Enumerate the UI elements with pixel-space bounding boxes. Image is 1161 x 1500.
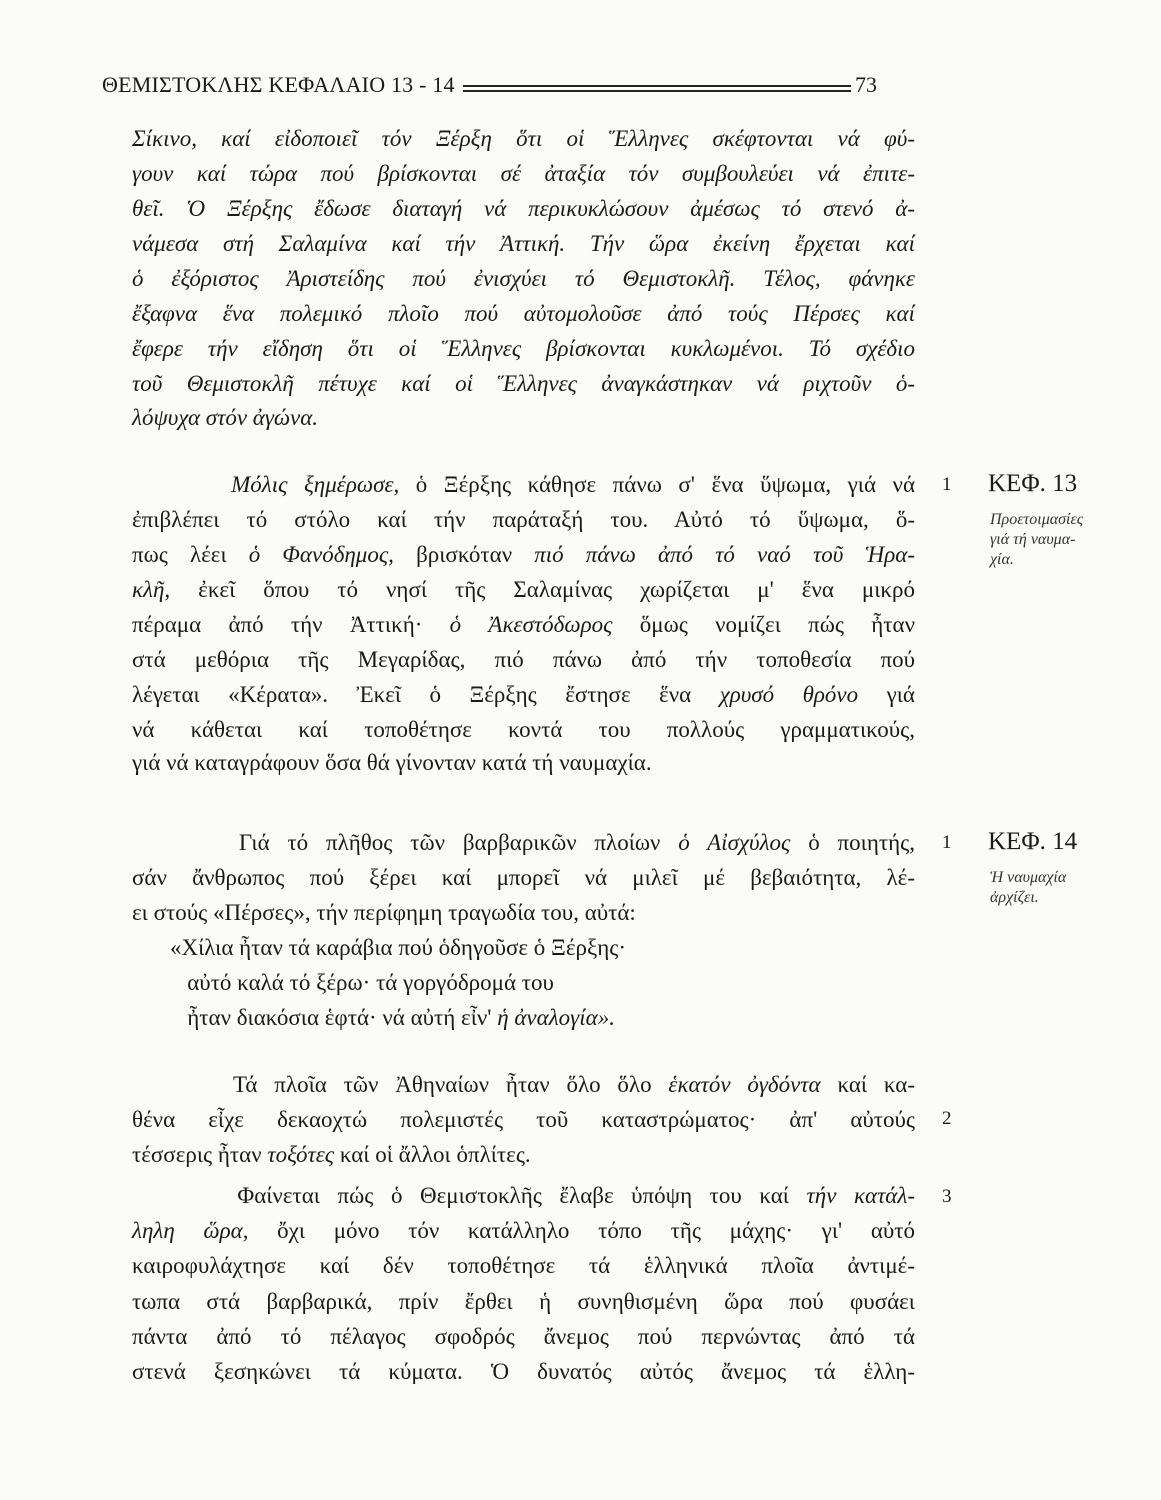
page-number: 73: [855, 72, 877, 97]
text-span: καί οἱ ἄλλοι ὁπλίτες.: [334, 1142, 531, 1167]
text-span: ει στούς «Πέρσες», τήν περίφημη τραγωδία του, αὐτά:: [132, 900, 636, 925]
text-line: [132, 1181, 915, 1211]
text-span: ἔφερε τήν εἴδηση ὅτι οἱ Ἕλληνες βρίσκονται κυκλωμένοι. Τό σχέδιο: [132, 336, 915, 361]
text-line: [132, 229, 915, 259]
text-span: αὐτό καλά τό ξέρω· τά γοργόδρομά του: [170, 970, 554, 995]
text-span: τοῦ Θεμιστοκλῆ πέτυχε καί οἱ Ἕλληνες ἀναγκάστηκαν νά ριχτοῦν ὁ-: [132, 371, 915, 396]
text-span: Τά πλοῖα τῶν Ἀθηναίων ἦταν ὅλο ὅλο: [132, 1072, 669, 1097]
margin-verse-number: 1: [942, 474, 952, 495]
text-line: [170, 1003, 615, 1033]
margin-verse-number: 3: [942, 1186, 952, 1207]
text-line: [132, 715, 915, 745]
summary-line: Προετοιμασίες: [990, 511, 1084, 528]
text-line: [132, 334, 915, 364]
text-span: ἦταν διακόσια ἑφτά· νά αὐτή εἶν': [170, 1005, 498, 1030]
emphasis-text: πιό πάνω ἀπό τό ναό τοῦ Ἡρα-: [534, 542, 916, 567]
text-span: βρισκόταν: [393, 542, 535, 567]
text-span: ὁ ποιητής,: [790, 830, 915, 855]
running-header: [102, 64, 877, 98]
chapter-summary: [990, 510, 1083, 570]
text-span: ἐκεῖ ὅπου τό νησί τῆς Σαλαμίνας χωρίζεται μ' ἕνα μικρό: [170, 577, 915, 602]
text-span: καιροφυλάχτησε καί δέν τοποθέτησε τά ἑλληνικά πλοῖα ἀντιμέ-: [132, 1253, 915, 1278]
text-line: [132, 124, 915, 154]
header-title: ΘΕΜΙΣΤΟΚΛΗΣ ΚΕΦΑΛΑΙΟ 13 - 14: [102, 72, 455, 97]
emphasis-text: κλῆ,: [132, 577, 171, 602]
text-line: [132, 680, 915, 710]
text-span: γιά: [858, 682, 915, 707]
text-span: ὅμως νομίζει πώς ἦταν: [612, 612, 915, 637]
text-span: πάντα ἀπό τό πέλαγος σφοδρός ἄνεμος πού περνώντας ἀπό τά: [132, 1324, 915, 1349]
text-span: γουν καί τώρα πού βρίσκονται σέ ἀταξία τόν συμβουλεύει νά ἐπιτε-: [132, 161, 915, 186]
text-span: θεῖ. Ὁ Ξέρξης ἔδωσε διαταγή νά περικυκλώσουν ἀμέσως τό στενό ἀ-: [132, 196, 915, 221]
text-line: [170, 933, 626, 963]
text-line: [132, 194, 915, 224]
emphasis-text: τοξότες: [267, 1142, 335, 1167]
text-line: [132, 1322, 915, 1352]
text-span: πως λέει: [132, 542, 249, 567]
text-span: ἔξαφνα ἕνα πολεμικό πλοῖο πού αὐτομολοῦσε ἀπό τούς Πέρσες καί: [132, 301, 915, 326]
text-line: [132, 828, 915, 858]
text-span: ὄχι μόνο τόν κατάλληλο τόπο τῆς μάχης· γι' αὐτό: [248, 1218, 915, 1243]
text-span: ἐπιβλέπει τό στόλο καί τήν παράταξή του. Αὐτό τό ὕψωμα, ὅ-: [132, 507, 915, 532]
text-line: [132, 645, 915, 675]
text-line: [132, 1140, 915, 1170]
text-span: νά κάθεται καί τοποθέτησε κοντά του πολλούς γραμματικούς,: [132, 717, 915, 742]
summary-line: χία.: [990, 551, 1014, 568]
text-line: [132, 369, 915, 399]
emphasis-text: ἑκατόν ὀγδόντα: [668, 1072, 821, 1097]
text-line: [132, 159, 915, 189]
header-rule: [463, 85, 851, 92]
chapter-heading: ΚΕΦ. 13: [988, 470, 1078, 497]
text-line: [132, 1105, 915, 1135]
summary-line: Ἡ ναυμαχία: [990, 869, 1067, 886]
summary-line: γιά τή ναυμα-: [990, 531, 1076, 548]
emphasis-text: χρυσό θρόνο: [719, 682, 859, 707]
emphasis-text: ὁ Αἰσχύλος: [678, 830, 791, 855]
text-line: [132, 264, 915, 294]
emphasis-text: ὁ Φανόδημος,: [248, 542, 394, 567]
text-line: [132, 299, 915, 329]
chapter-summary: [990, 868, 1066, 908]
text-span: λέγεται «Κέρατα». Ἐκεῖ ὁ Ξέρξης ἔστησε ἕνα: [132, 682, 720, 707]
text-span: Γιά τό πλῆθος τῶν βαρβαρικῶν πλοίων: [132, 830, 679, 855]
text-span: πέραμα ἀπό τήν Ἀττική·: [132, 612, 450, 637]
text-span: τέσσερις ἦταν: [132, 1142, 268, 1167]
margin-verse-number: 2: [942, 1108, 952, 1129]
text-span: σάν ἄνθρωπος πού ξέρει καί μπορεῖ νά μιλεῖ μέ βεβαιότητα, λέ-: [132, 865, 915, 890]
text-span: τωπα στά βαρβαρικά, πρίν ἔρθει ἡ συνηθισμένη ὥρα πού φυσάει: [132, 1289, 915, 1314]
text-span: θένα εἶχε δεκαοχτώ πολεμιστές τοῦ καταστρώματος· ἀπ' αὐτούς: [132, 1107, 915, 1132]
text-span: ὁ Ξέρξης κάθησε πάνω σ' ἕνα ὕψωμα, γιά νά: [399, 472, 916, 497]
text-line: [132, 470, 915, 500]
text-span: Φαίνεται πώς ὁ Θεμιστοκλῆς ἔλαβε ὑπόψη του καί: [132, 1183, 807, 1208]
text-span: [132, 472, 231, 497]
text-line: [170, 968, 554, 998]
text-line: [132, 403, 915, 433]
emphasis-text: ληλη ὥρα,: [132, 1218, 249, 1243]
text-line: [132, 505, 915, 535]
summary-line: ἀρχίζει.: [990, 889, 1039, 906]
emphasis-text: τήν κατάλ-: [806, 1183, 915, 1208]
text-line: [132, 898, 915, 928]
text-span: Σίκινο, καί εἰδοποιεῖ τόν Ξέρξη ὅτι οἱ Ἕλληνες σκέφτονται νά φύ-: [132, 126, 915, 151]
emphasis-text: ἡ ἀναλογία».: [497, 1005, 615, 1030]
chapter-heading: ΚΕΦ. 14: [988, 828, 1078, 855]
text-span: ὁ ἐξόριστος Ἀριστείδης πού ἐνισχύει τό Θεμιστοκλῆ. Τέλος, φάνηκε: [132, 266, 915, 291]
text-span: στενά ξεσηκώνει τά κύματα. Ὁ δυνατός αὐτός ἄνεμος τά ἑλλη-: [132, 1359, 915, 1384]
emphasis-text: ὁ Ἀκεστόδωρος: [449, 612, 613, 637]
text-line: [132, 863, 915, 893]
text-line: [132, 1287, 915, 1317]
text-line: [132, 575, 915, 605]
text-line: [132, 1251, 915, 1281]
emphasis-text: Μόλις ξημέρωσε,: [231, 472, 400, 497]
text-line: [132, 610, 915, 640]
text-span: νάμεσα στή Σαλαμίνα καί τήν Ἀττική. Τήν ὥρα ἐκείνη ἔρχεται καί: [132, 231, 915, 256]
text-line: [132, 1357, 915, 1387]
text-span: γιά νά καταγράφουν ὅσα θά γίνονταν κατά τή ναυμαχία.: [132, 750, 652, 775]
text-line: [132, 1070, 915, 1100]
margin-verse-number: 1: [942, 832, 952, 853]
text-span: καί κα-: [820, 1072, 916, 1097]
text-span: λόψυχα στόν ἀγώνα.: [132, 405, 319, 430]
text-line: [132, 1216, 915, 1246]
text-line: [132, 540, 915, 570]
text-span: στά μεθόρια τῆς Μεγαρίδας, πιό πάνω ἀπό τήν τοποθεσία πού: [132, 647, 915, 672]
text-line: [132, 748, 915, 778]
text-span: «Χίλια ἦταν τά καράβια πού ὁδηγοῦσε ὁ Ξέρξης·: [170, 935, 627, 960]
